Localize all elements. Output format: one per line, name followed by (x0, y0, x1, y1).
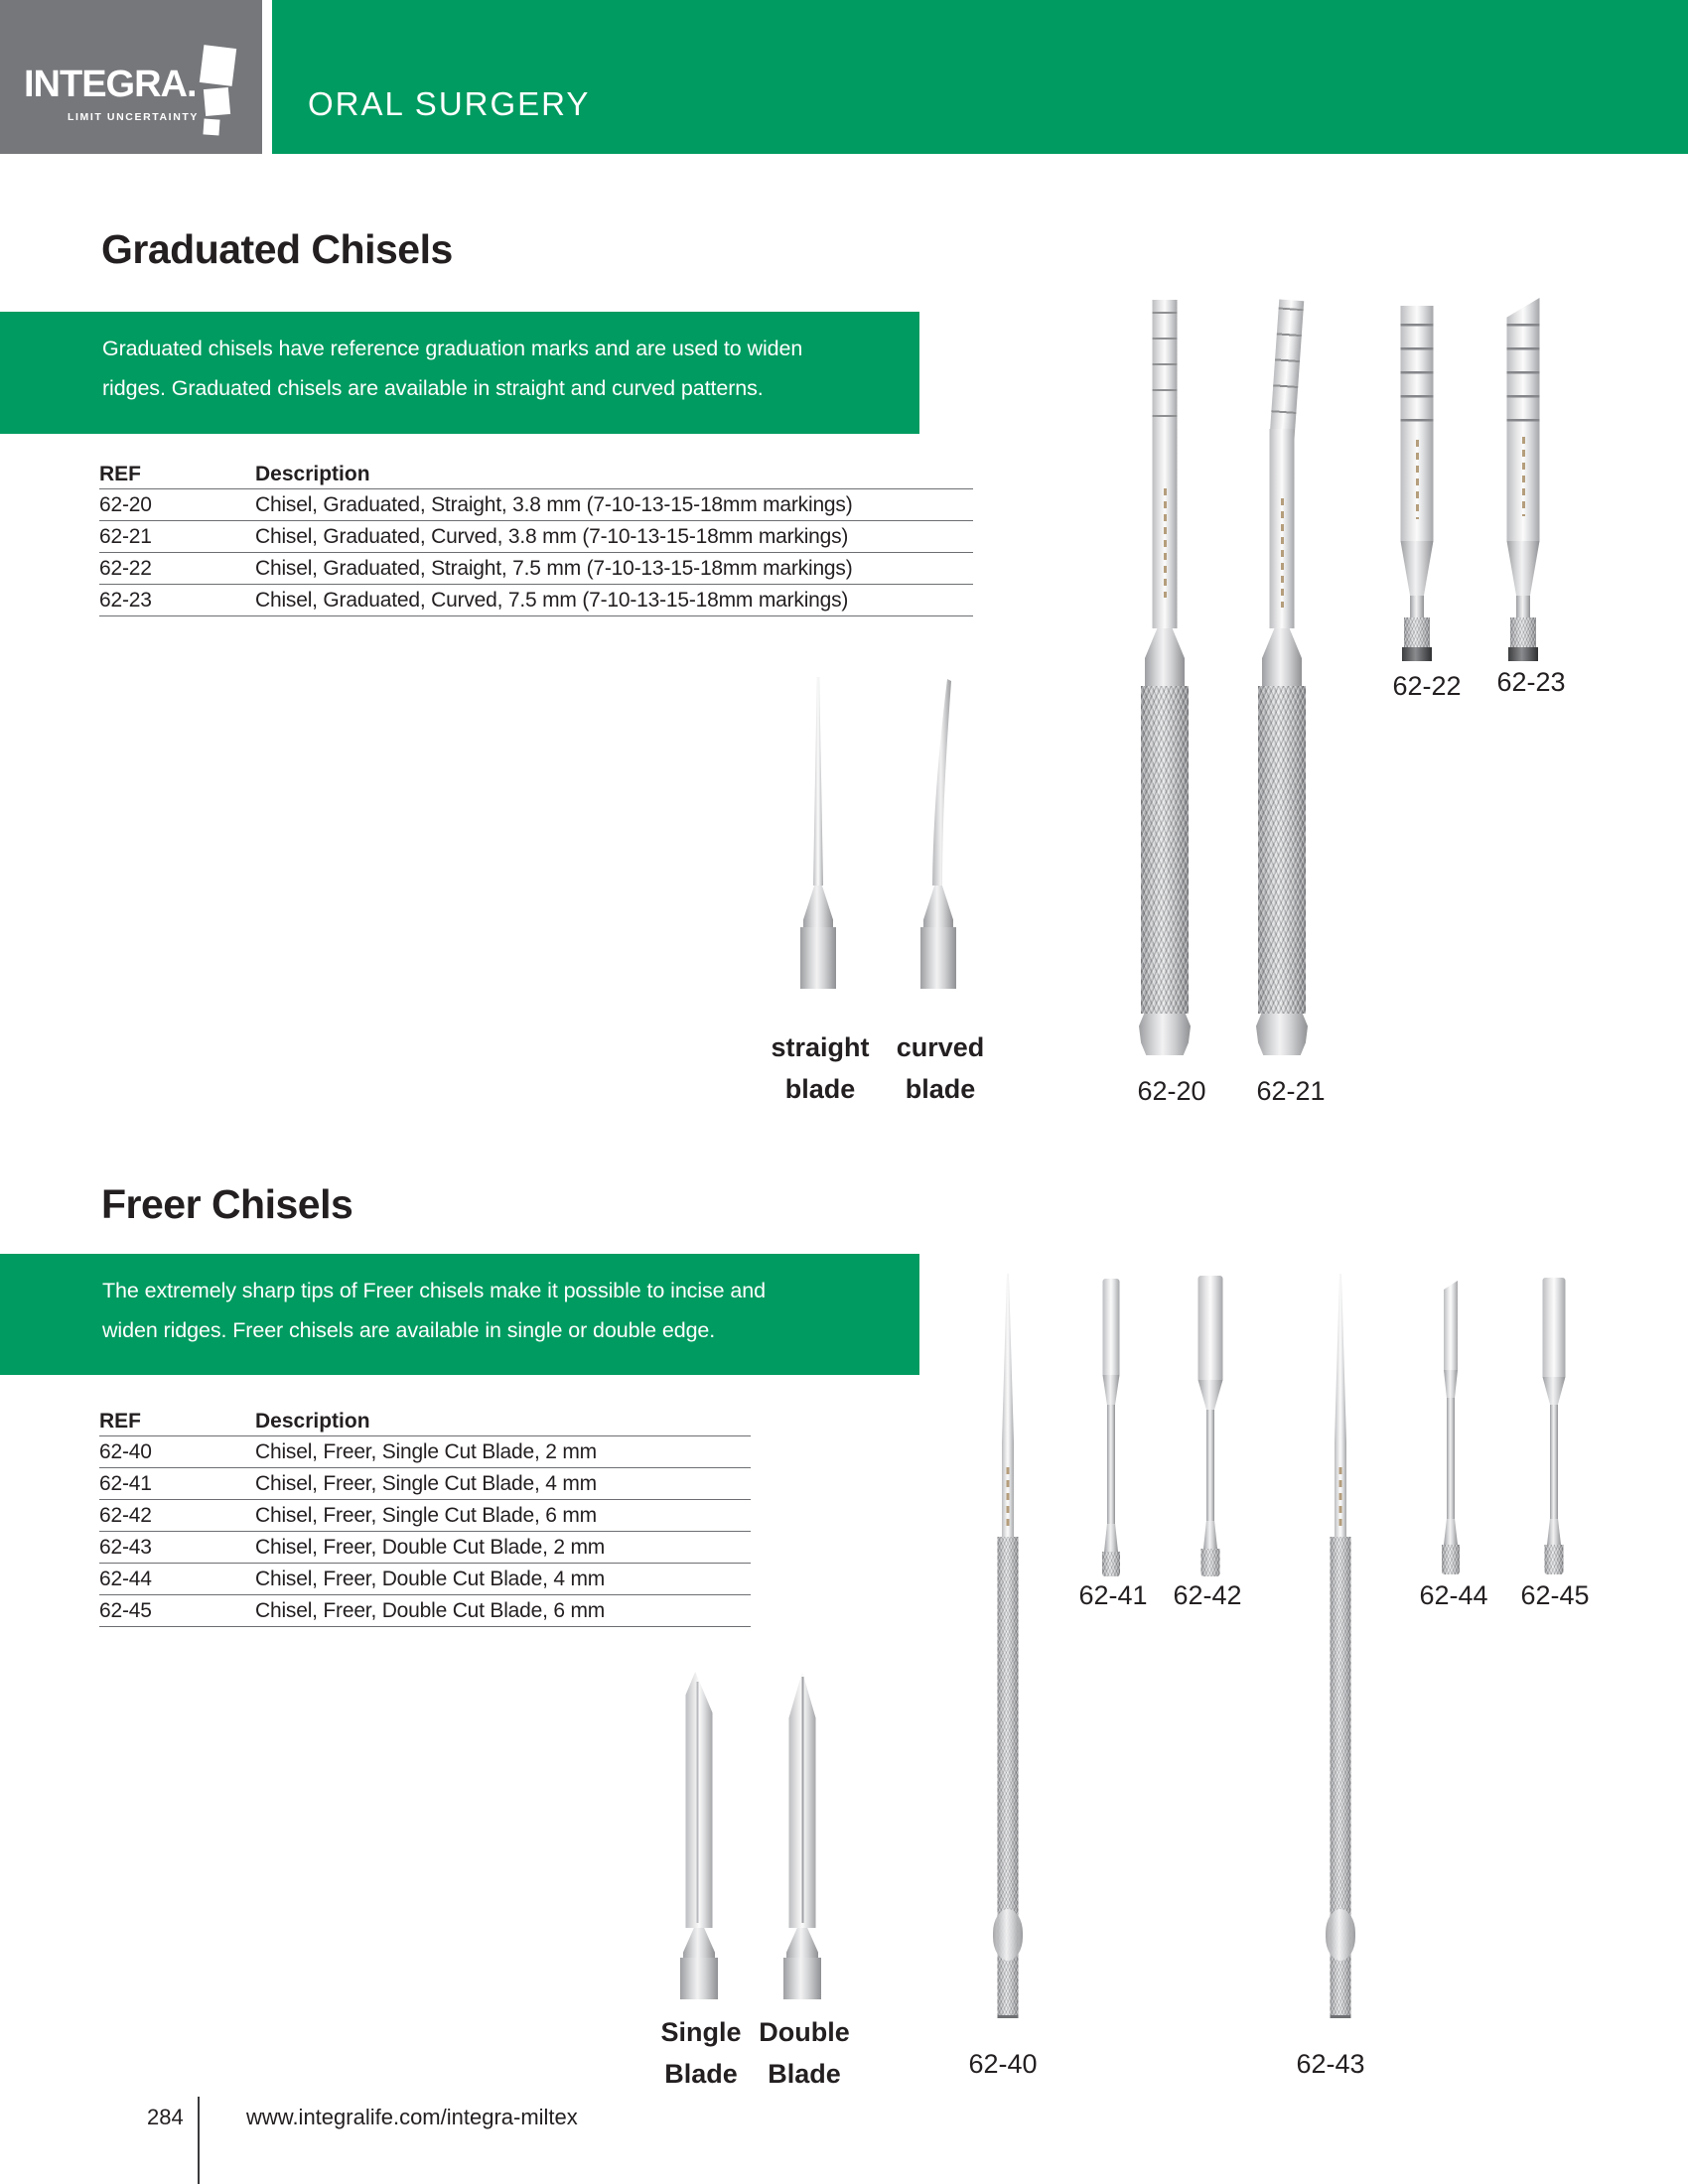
graduated-chisels-table (99, 461, 973, 616)
figure-label-curved-blade: curved blade (896, 1032, 985, 1104)
figure-label-straight-blade: straight blade (771, 1032, 870, 1104)
integra-wordmark: INTEGRA. (24, 64, 197, 105)
freer-chisels-table (99, 1408, 751, 1627)
curved-blade-tip (1270, 299, 1305, 439)
table-row (99, 1564, 751, 1595)
graduation-marks (1401, 324, 1434, 423)
ref-cell: 62-45 (99, 1595, 255, 1627)
chisel-shank (1447, 1398, 1455, 1519)
chisel-neck (923, 886, 953, 927)
ref-cell: 62-42 (99, 1500, 255, 1532)
curved-chisel-blade (920, 677, 956, 887)
ref-cell: 62-43 (99, 1532, 255, 1564)
etched-branding (1339, 1467, 1342, 1527)
table-row (99, 553, 973, 585)
table-row (99, 1500, 751, 1532)
table-row (99, 1532, 751, 1564)
chisel-neck (803, 886, 833, 927)
desc-cell: Chisel, Freer, Single Cut Blade, 4 mm (255, 1468, 751, 1500)
ref-cell: 62-20 (99, 489, 255, 521)
blade-shoulder (1543, 1377, 1566, 1405)
graduation-marks (1270, 307, 1304, 435)
chisel-shank (1410, 596, 1424, 617)
desc-cell: Chisel, Graduated, Straight, 3.8 mm (7-10-13-15-18mm markings) (255, 489, 973, 521)
ref-cell: 62-21 (99, 521, 255, 553)
chisel-blade (1153, 300, 1178, 628)
chisel-shank (1206, 1410, 1214, 1521)
figure-label-62-22: 62-22 (1392, 671, 1462, 701)
desc-cell: Chisel, Freer, Single Cut Blade, 6 mm (255, 1500, 751, 1532)
chisel-blade (1507, 298, 1540, 541)
etched-branding (1007, 1467, 1010, 1527)
single-blade-detail-photo (679, 1672, 719, 1999)
end-band (1402, 647, 1432, 661)
table-row (99, 1595, 751, 1627)
etched-branding (1522, 437, 1525, 516)
chisel-collar (1262, 658, 1302, 686)
ref-cell: 62-23 (99, 585, 255, 616)
integra-logo-block-icon (200, 45, 236, 86)
category-banner (272, 0, 1688, 154)
chisel-neck (1262, 628, 1302, 658)
figure-label-62-45: 62-45 (1520, 1580, 1590, 1610)
freer-chisel-62-44-photo (1438, 1281, 1464, 1574)
handle-end-cap (1256, 1014, 1308, 1055)
chisel-neck (1104, 1524, 1118, 1552)
etched-branding (1416, 440, 1419, 519)
graduated-intro-text (102, 329, 802, 408)
figure-label-62-42: 62-42 (1173, 1580, 1242, 1610)
figure-label-double-blade: Double Blade (759, 2017, 850, 2089)
table-row (99, 489, 973, 521)
graduated-chisel-62-22-photo (1397, 306, 1437, 661)
figure-label-62-40: 62-40 (968, 2049, 1038, 2079)
handle-bulge (993, 1909, 1023, 1961)
straight-blade-detail-photo (800, 677, 836, 989)
chisel-blade (1444, 1281, 1458, 1370)
chisel-blade (1270, 429, 1295, 628)
desc-cell: Chisel, Graduated, Straight, 7.5 mm (7-10-13-15-18mm markings) (255, 553, 973, 585)
table-row (99, 1468, 751, 1500)
ref-column-header: REF (99, 461, 255, 489)
graduated-intro-line2: ridges. Graduated chisels are available in straight and curved patterns. (102, 376, 764, 400)
grip (1510, 617, 1536, 647)
grip (1404, 617, 1430, 647)
section-title-freer-chisels: Freer Chisels (101, 1181, 353, 1227)
handle-end-cap (1139, 1014, 1191, 1055)
chisel-blade (686, 1672, 713, 1928)
knurled-handle (1258, 686, 1306, 1014)
chisel-ferrule (680, 1958, 718, 1999)
description-column-header: Description (255, 1408, 751, 1436)
end-band (1508, 647, 1538, 661)
chisel-neck (1401, 541, 1434, 596)
chisel-ferrule (783, 1958, 821, 1999)
chisel-blade (1543, 1278, 1566, 1377)
chisel-shank (1516, 596, 1530, 617)
desc-cell: Chisel, Freer, Single Cut Blade, 2 mm (255, 1436, 751, 1468)
grip (1102, 1552, 1120, 1576)
freer-intro-text (102, 1271, 766, 1350)
blade-shoulder (1198, 1380, 1223, 1410)
grip (1442, 1545, 1460, 1574)
freer-intro-line2: widen ridges. Freer chisels are available in single or double edge. (102, 1318, 716, 1342)
footer-divider (198, 2097, 200, 2184)
figure-label-62-43: 62-43 (1296, 2049, 1365, 2079)
freer-chisel-62-41-photo (1098, 1279, 1124, 1576)
desc-cell: Chisel, Graduated, Curved, 3.8 mm (7-10-13-15-18mm markings) (255, 521, 973, 553)
desc-cell: Chisel, Freer, Double Cut Blade, 4 mm (255, 1564, 751, 1595)
chisel-neck (1203, 1521, 1217, 1549)
blade-edge-line (801, 1677, 803, 1923)
table-row (99, 585, 973, 616)
freer-chisel-62-42-photo (1196, 1276, 1224, 1576)
chisel-blade (1198, 1276, 1223, 1380)
chisel-neck (683, 1928, 715, 1958)
section-title-graduated-chisels: Graduated Chisels (101, 226, 453, 272)
figure-label-single-blade: Single Blade (660, 2017, 742, 2089)
double-blade-detail-photo (782, 1672, 822, 1999)
footer-website-link[interactable]: www.integralife.com/integra-miltex (246, 2105, 578, 2129)
category-title: ORAL SURGERY (308, 85, 591, 122)
integra-logo-box (0, 0, 262, 154)
graduated-chisel-62-20-photo (1137, 300, 1193, 1060)
integra-tagline: LIMIT UNCERTAINTY (68, 111, 199, 123)
chisel-shank (1550, 1405, 1558, 1519)
table-header-row (99, 1408, 751, 1436)
integra-logo-block-icon (203, 118, 219, 135)
description-column-header: Description (255, 461, 973, 489)
freer-chisel-62-45-photo (1540, 1278, 1568, 1574)
etched-branding (1281, 498, 1284, 608)
curved-blade-detail-photo (920, 677, 956, 989)
table-row (99, 1436, 751, 1468)
figure-label-62-20: 62-20 (1137, 1076, 1206, 1106)
ref-cell: 62-22 (99, 553, 255, 585)
desc-cell: Chisel, Graduated, Curved, 7.5 mm (7-10-13-15-18mm markings) (255, 585, 973, 616)
graduated-intro-line1: Graduated chisels have reference graduation marks and are used to widen (102, 337, 803, 360)
blade-shoulder (1444, 1370, 1458, 1398)
ref-cell: 62-44 (99, 1564, 255, 1595)
chisel-blade (1335, 1274, 1346, 1442)
chisel-neck (1145, 628, 1185, 658)
figure-label-62-23: 62-23 (1496, 667, 1566, 697)
grip (1545, 1545, 1564, 1574)
chisel-neck (1444, 1519, 1458, 1545)
chisel-neck (1547, 1519, 1561, 1545)
chisel-shank (1002, 1442, 1014, 1537)
chisel-blade (1401, 306, 1434, 541)
ref-column-header: REF (99, 1408, 255, 1436)
desc-cell: Chisel, Freer, Double Cut Blade, 6 mm (255, 1595, 751, 1627)
integra-logo-block-icon (204, 87, 230, 116)
table-header-row (99, 461, 973, 489)
chisel-blade (789, 1672, 816, 1928)
freer-chisel-62-43-photo (1325, 1274, 1356, 2018)
figure-label-62-44: 62-44 (1419, 1580, 1488, 1610)
graduation-marks (1507, 324, 1540, 423)
chisel-shank (1107, 1405, 1115, 1524)
chisel-blade (813, 677, 823, 886)
graduation-marks (1153, 312, 1178, 439)
chisel-shank (1335, 1442, 1346, 1537)
desc-cell: Chisel, Freer, Double Cut Blade, 2 mm (255, 1532, 751, 1564)
page-number: 284 (147, 2105, 184, 2129)
chisel-collar (1145, 658, 1185, 686)
chisel-blade (1103, 1279, 1120, 1375)
freer-intro-line1: The extremely sharp tips of Freer chisels make it possible to incise and (102, 1279, 766, 1302)
handle-bulge (1326, 1909, 1355, 1961)
chisel-ferrule (800, 927, 836, 989)
chisel-neck (1507, 541, 1540, 596)
graduated-chisel-62-21-photo (1254, 300, 1310, 1060)
table-row (99, 521, 973, 553)
etched-branding (1164, 488, 1167, 598)
chisel-neck (786, 1928, 818, 1958)
figure-label-62-41: 62-41 (1078, 1580, 1148, 1610)
chisel-blade (1002, 1274, 1014, 1442)
blade-edge-line (697, 1682, 699, 1923)
grip (1201, 1549, 1220, 1576)
ref-cell: 62-40 (99, 1436, 255, 1468)
blade-shoulder (1103, 1375, 1120, 1405)
ref-cell: 62-41 (99, 1468, 255, 1500)
chisel-ferrule (920, 927, 956, 989)
freer-chisel-62-40-photo (992, 1274, 1024, 2018)
graduated-chisel-62-23-photo (1501, 298, 1545, 661)
figure-label-62-21: 62-21 (1256, 1076, 1326, 1106)
knurled-handle (1141, 686, 1189, 1014)
